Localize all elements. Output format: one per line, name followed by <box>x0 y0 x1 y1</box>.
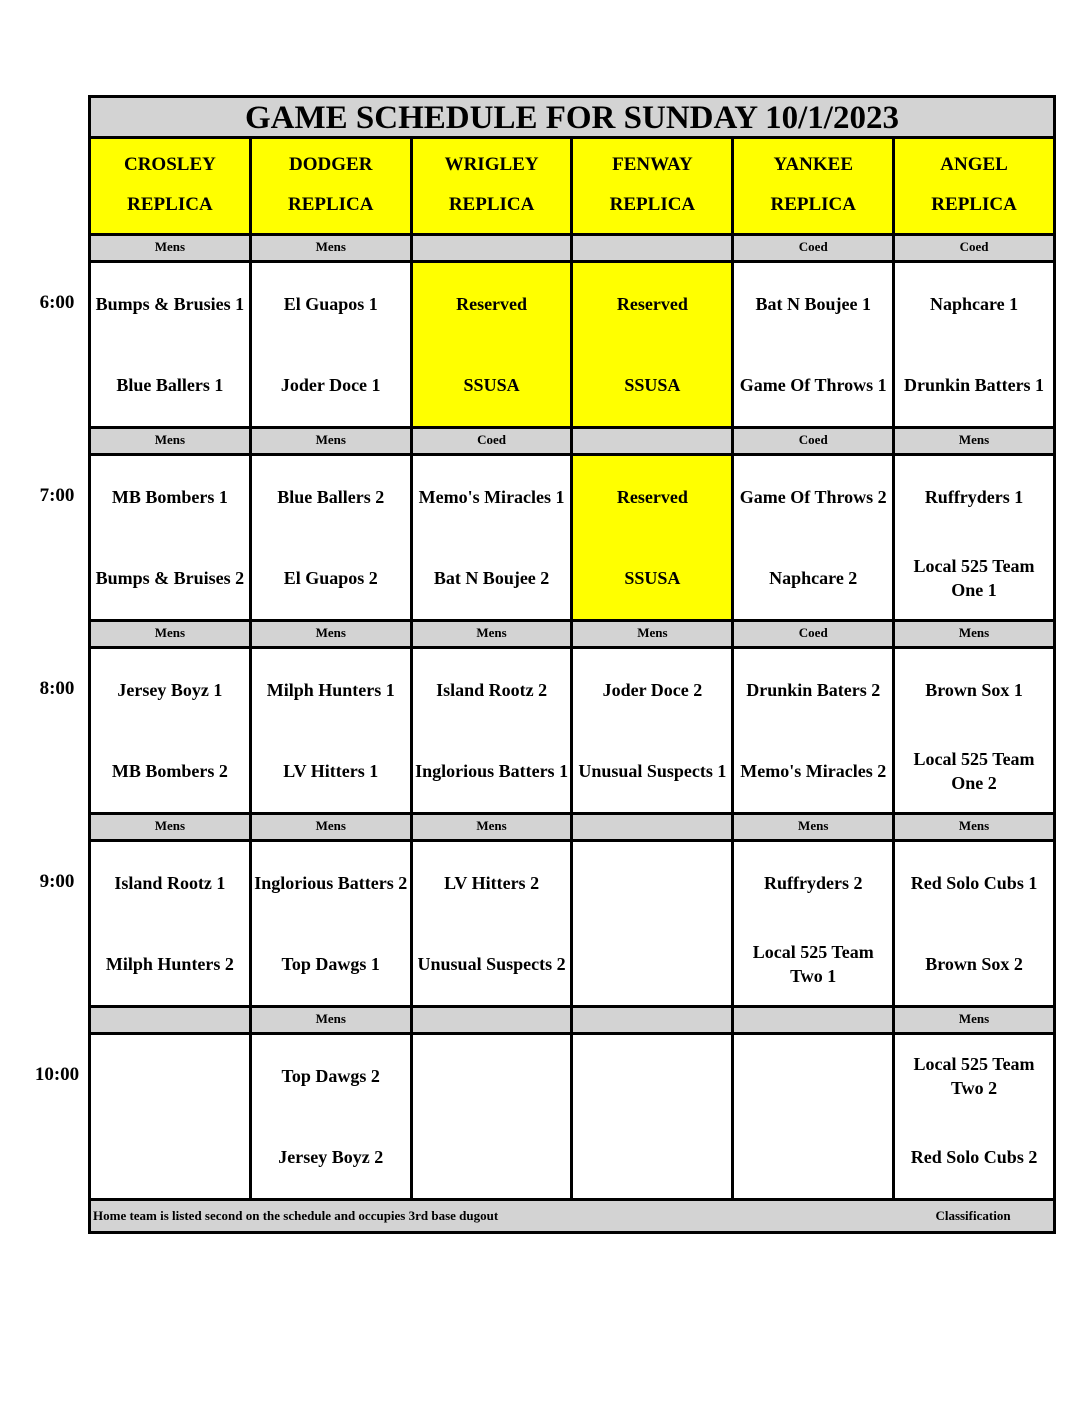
classification-row <box>91 1005 1053 1032</box>
away-team <box>91 1035 249 1117</box>
game-cell <box>410 1035 571 1198</box>
time-label: 7:00 <box>39 484 75 506</box>
classification-row <box>91 426 1053 453</box>
home-team: Brown Sox 2 <box>925 954 1023 975</box>
field-name: DODGER <box>289 154 373 175</box>
away-team: Drunkin Baters 2 <box>746 679 881 700</box>
away-team: Red Solo Cubs 1 <box>910 872 1038 893</box>
classification-cell <box>570 815 731 839</box>
away-team: Island Rootz 1 <box>114 872 226 893</box>
game-cell <box>249 1035 410 1198</box>
home-team <box>413 1117 571 1199</box>
classification-row <box>91 233 1053 260</box>
classification-cell: Mens <box>91 815 249 839</box>
schedule-slots <box>91 233 1053 1198</box>
classification-cell: Mens <box>91 429 249 453</box>
away-team: Ruffryders 1 <box>924 486 1024 507</box>
home-team: Top Dawgs 1 <box>281 954 380 975</box>
home-team: Memo's Miracles 2 <box>740 761 887 782</box>
classification-cell: Mens <box>91 236 249 260</box>
field-name: YANKEE <box>773 154 853 175</box>
classification-cell <box>731 1008 892 1032</box>
away-team: LV Hitters 2 <box>444 872 540 893</box>
classification-cell: Mens <box>249 622 410 646</box>
classification-cell <box>410 236 571 260</box>
field-subtitle: REPLICA <box>931 194 1017 215</box>
classification-cell: Coed <box>731 622 892 646</box>
classification-row <box>91 812 1053 839</box>
field-header-row <box>91 139 1053 233</box>
page-title: GAME SCHEDULE FOR SUNDAY 10/1/2023 <box>91 98 1053 139</box>
game-cell <box>91 456 249 619</box>
game-cell <box>570 842 731 1005</box>
away-team: El Guapos 1 <box>283 293 378 314</box>
away-team <box>734 1035 892 1117</box>
game-cell <box>91 1035 249 1198</box>
away-team <box>413 1035 571 1117</box>
away-team: Naphcare 1 <box>929 293 1019 314</box>
away-team: Island Rootz 2 <box>436 679 548 700</box>
time-slot-row <box>91 839 1053 1005</box>
home-team: LV Hitters 1 <box>283 761 379 782</box>
classification-cell: Mens <box>892 429 1053 453</box>
classification-cell <box>570 1008 731 1032</box>
field-subtitle: REPLICA <box>448 194 535 215</box>
classification-cell: Mens <box>731 815 892 839</box>
game-cell <box>731 263 892 426</box>
classification-cell: Mens <box>892 622 1053 646</box>
field-subtitle: REPLICA <box>609 194 696 215</box>
field-name: ANGEL <box>940 154 1008 175</box>
time-label: 10:00 <box>34 1063 80 1085</box>
game-cell <box>731 649 892 812</box>
home-team: Bumps & Bruises 2 <box>95 568 245 589</box>
game-cell <box>892 1035 1053 1198</box>
home-team: Inglorious Batters 1 <box>415 761 569 782</box>
game-cell <box>570 649 731 812</box>
reserved-cell <box>570 456 731 619</box>
footer-note: Home team is listed second on the schedule and occupies 3rd base dugout <box>93 1208 499 1223</box>
reserved-cell <box>410 263 571 426</box>
home-team: Milph Hunters 2 <box>105 954 234 975</box>
classification-cell: Mens <box>892 1008 1053 1032</box>
field-subtitle: REPLICA <box>127 194 213 215</box>
home-team: Red Solo Cubs 2 <box>910 1147 1038 1168</box>
away-team: MB Bombers 1 <box>111 486 228 507</box>
away-team: Reserved <box>456 293 528 314</box>
schedule-table <box>88 95 1056 1234</box>
away-team: Local 525 Team Two 2 <box>913 1053 1035 1098</box>
field-header-wrigley <box>410 139 571 233</box>
away-team: Bat N Boujee 1 <box>755 293 871 314</box>
home-team: Joder Doce 1 <box>280 375 381 396</box>
game-cell <box>892 456 1053 619</box>
home-team: SSUSA <box>463 375 520 396</box>
game-cell <box>91 649 249 812</box>
home-team: Unusual Suspects 2 <box>417 954 566 975</box>
home-team: SSUSA <box>624 568 681 589</box>
classification-cell <box>91 1008 249 1032</box>
field-name: FENWAY <box>612 154 693 175</box>
away-team: Game Of Throws 2 <box>739 486 887 507</box>
home-team: Naphcare 2 <box>769 568 858 589</box>
home-team: Bat N Boujee 2 <box>433 568 550 589</box>
time-label: 6:00 <box>39 291 75 313</box>
classification-cell <box>410 1008 571 1032</box>
game-cell <box>91 842 249 1005</box>
classification-cell: Mens <box>249 1008 410 1032</box>
home-team: Jersey Boyz 2 <box>278 1147 384 1168</box>
time-label: 9:00 <box>39 870 75 892</box>
time-slot-row <box>91 453 1053 619</box>
home-team: Local 525 Team One 1 <box>913 556 1035 601</box>
game-cell <box>731 456 892 619</box>
classification-cell: Mens <box>249 815 410 839</box>
classification-cell: Coed <box>892 236 1053 260</box>
classification-cell <box>570 236 731 260</box>
away-team: Reserved <box>616 486 688 507</box>
home-team: SSUSA <box>624 375 681 396</box>
field-header-dodger <box>249 139 410 233</box>
game-cell <box>91 263 249 426</box>
classification-cell: Mens <box>892 815 1053 839</box>
time-slot-row <box>91 646 1053 812</box>
game-cell <box>249 842 410 1005</box>
time-slot-row <box>91 1032 1053 1198</box>
away-team: Milph Hunters 1 <box>266 679 395 700</box>
field-header-fenway <box>570 139 731 233</box>
home-team: Drunkin Batters 1 <box>904 375 1045 396</box>
home-team <box>573 1117 731 1199</box>
classification-cell: Coed <box>731 429 892 453</box>
field-subtitle: REPLICA <box>287 194 374 215</box>
time-label: 8:00 <box>39 677 75 699</box>
classification-cell: Mens <box>249 236 410 260</box>
game-cell <box>410 456 571 619</box>
away-team: Top Dawgs 2 <box>281 1065 380 1086</box>
classification-cell: Mens <box>249 429 410 453</box>
game-cell <box>570 1035 731 1198</box>
classification-row <box>91 619 1053 646</box>
field-header-crosley <box>91 139 249 233</box>
home-team: Local 525 Team One 2 <box>913 749 1035 794</box>
game-cell <box>249 263 410 426</box>
classification-cell: Mens <box>91 622 249 646</box>
away-team: Blue Ballers 2 <box>277 486 385 507</box>
home-team: Local 525 Team Two 1 <box>752 942 874 987</box>
away-team: Brown Sox 1 <box>925 679 1023 700</box>
away-team: Memo's Miracles 1 <box>418 486 565 507</box>
game-cell <box>249 456 410 619</box>
classification-cell: Mens <box>570 622 731 646</box>
field-name: CROSLEY <box>123 154 216 175</box>
game-cell <box>731 1035 892 1198</box>
away-team: Joder Doce 2 <box>602 679 703 700</box>
home-team <box>573 924 731 1006</box>
game-cell <box>892 842 1053 1005</box>
home-team: Unusual Suspects 1 <box>578 761 727 782</box>
away-team: Reserved <box>616 293 688 314</box>
away-team: Bumps & Brusies 1 <box>95 293 245 314</box>
home-team <box>91 1117 249 1199</box>
classification-cell <box>570 429 731 453</box>
home-team: MB Bombers 2 <box>111 761 228 782</box>
game-cell <box>249 649 410 812</box>
footer-row <box>91 1198 1053 1231</box>
game-cell <box>892 649 1053 812</box>
home-team: Blue Ballers 1 <box>116 375 224 396</box>
classification-cell: Coed <box>410 429 571 453</box>
game-cell <box>892 263 1053 426</box>
away-team <box>573 842 731 924</box>
home-team: El Guapos 2 <box>283 568 378 589</box>
home-team: Game Of Throws 1 <box>739 375 887 396</box>
field-header-yankee <box>731 139 892 233</box>
away-team: Jersey Boyz 1 <box>117 679 223 700</box>
time-slot-row <box>91 260 1053 426</box>
field-name: WRIGLEY <box>444 154 539 175</box>
classification-cell: Mens <box>410 622 571 646</box>
field-header-angel <box>892 139 1053 233</box>
field-subtitle: REPLICA <box>770 194 856 215</box>
away-team: Inglorious Batters 2 <box>254 872 408 893</box>
away-team <box>573 1035 731 1117</box>
game-cell <box>410 649 571 812</box>
reserved-cell <box>570 263 731 426</box>
away-team: Ruffryders 2 <box>763 872 863 893</box>
classification-cell: Mens <box>410 815 571 839</box>
game-cell <box>731 842 892 1005</box>
game-cell <box>410 842 571 1005</box>
classification-cell: Coed <box>731 236 892 260</box>
footer-classification: Classification <box>935 1208 1011 1223</box>
home-team <box>734 1117 892 1199</box>
